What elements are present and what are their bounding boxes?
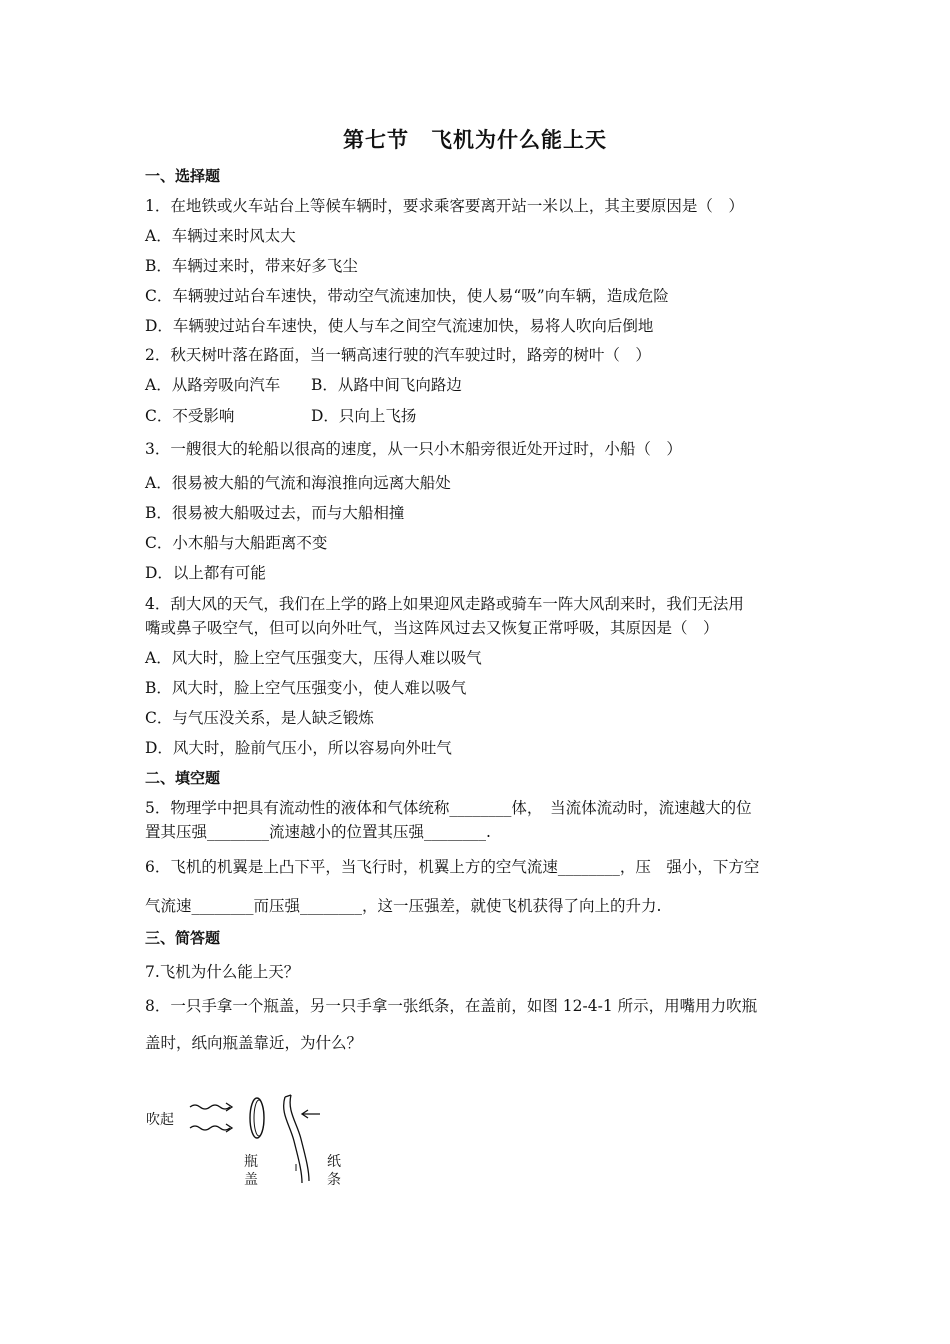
figure-label-strip-2: 条 [327,1172,341,1188]
q3-option-c: C．小木船与大船距离不变 [145,534,328,552]
q2-option-d: D．只向上飞扬 [311,407,417,425]
q8-line2: 盖时，纸向瓶盖靠近，为什么？ [145,1034,363,1052]
bottle-cap-inner [254,1100,264,1136]
q4-option-d: D．风大时，脸前气压小，所以容易向外吐气 [145,739,452,757]
q2-option-c: C．不受影响 [145,407,235,425]
q5-line1: 5．物理学中把具有流动性的液体和气体统称________体， 当流体流动时，流速越大的位 [145,799,752,817]
section-choice: 一、选择题 [145,167,221,185]
q4-option-b: B．风大时，脸上空气压强变小，使人难以吸气 [145,679,467,697]
q2-stem: 2．秋天树叶落在路面，当一辆高速行驶的汽车驶过时，路旁的树叶（ ） [145,346,651,364]
q5-line2: 置其压强________流速越小的位置其压强________. [145,823,491,841]
section-fill: 二、填空题 [145,769,221,787]
q1-option-c: C．车辆驶过站台车速快，带动空气流速加快，使人易“吸”向车辆，造成危险 [145,287,669,305]
q6-line1: 6．飞机的机翼是上凸下平，当飞行时，机翼上方的空气流速________，压 强小，下方空 [145,858,760,876]
q6-line2: 气流速________而压强________，这一压强差，就使飞机获得了向上的升力. [145,897,662,915]
q4-stem-line1: 4．刮大风的天气，我们在上学的路上如果迎风走路或骑车一阵大风刮来时，我们无法用 [145,595,744,613]
q2-options-row2 [145,405,416,427]
figure-12-4-1 [140,1085,380,1195]
q8-line1: 8．一只手拿一个瓶盖，另一只手拿一张纸条，在盖前，如图 12-4-1 所示，用嘴用力吹瓶 [145,997,758,1015]
figure-label-cap-1: 瓶 [244,1154,258,1170]
q4-option-a: A．风大时，脸上空气压强变大，压得人难以吸气 [145,649,482,667]
q7: 7.飞机为什么能上天？ [145,963,300,981]
q3-stem: 3．一艘很大的轮船以很高的速度，从一只小木船旁很近处开过时，小船（ ） [145,440,682,458]
airflow-arrow-bottom [190,1126,230,1130]
q2-option-a: A．从路旁吸向汽车 [145,376,281,394]
q1-option-b: B．车辆过来时，带来好多飞尘 [145,257,358,275]
q3-option-a: A．很易被大船的气流和海浪推向远离大船处 [145,474,451,492]
section-short-answer: 三、简答题 [145,929,221,947]
paper-strip-left [284,1097,302,1183]
q4-option-c: C．与气压没关系，是人缺乏锻炼 [145,709,374,727]
q2-option-b: B．从路中间飞向路边 [311,376,462,394]
q1-stem: 1．在地铁或火车站台上等候车辆时，要求乘客要离开站一米以上，其主要原因是（ ） [145,197,744,215]
q1-option-a: A．车辆过来时风太大 [145,227,296,245]
figure-label-blow: 吹起 [146,1112,174,1128]
figure-label-strip-1: 纸 [327,1154,341,1170]
figure-label-cap-2: 盖 [244,1172,258,1188]
q3-option-d: D．以上都有可能 [145,564,266,582]
q3-option-b: B．很易被大船吸过去，而与大船相撞 [145,504,405,522]
figure-drawing [140,1085,380,1195]
airflow-arrow-top [190,1105,230,1109]
page-title: 第七节 飞机为什么能上天 [343,128,607,152]
q4-stem-line2: 嘴或鼻子吸空气，但可以向外吐气，当这阵风过去又恢复正常呼吸，其原因是（ ） [145,619,719,637]
q1-option-d: D．车辆驶过站台车速快，使人与车之间空气流速加快，易将人吹向后倒地 [145,317,654,335]
q2-options-row1 [145,374,462,396]
